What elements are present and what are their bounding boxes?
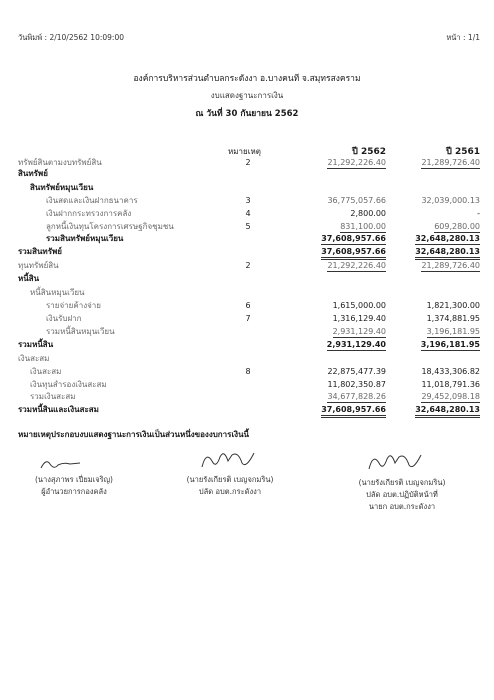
row-value-2561: 32,648,280.13 [415, 234, 480, 243]
row-value-2562: 21,292,226.40 [327, 261, 386, 270]
report-date: ณ วันที่ 30 กันยายน 2562 [195, 109, 299, 119]
row-label: เงินสะสม [18, 354, 50, 363]
row-value-2561: 32,648,280.13 [415, 246, 480, 260]
table-row [0, 339, 494, 350]
signature-name-1: (นางสุภาพร เปี่ยมเจริญ) [35, 475, 113, 484]
row-value-2561: 1,374,881.95 [426, 314, 480, 323]
row-note: 2 [245, 261, 251, 270]
table-row [0, 182, 494, 193]
row-value-2561: 32,039,000.13 [421, 196, 480, 205]
row-value-2561: 29,452,098.18 [421, 392, 480, 401]
row-value-2562: 1,615,000.00 [332, 301, 386, 310]
row-value-2562: 37,608,957.66 [321, 246, 386, 260]
row-label: รายจ่ายค้างจ่าย [46, 301, 101, 310]
table-row [0, 353, 494, 364]
table-row [0, 260, 494, 271]
row-label: เงินสะสม [30, 367, 62, 376]
table-row [0, 391, 494, 402]
row-value-2562: 831,100.00 [340, 222, 386, 231]
table-row [0, 404, 494, 415]
row-value-2562: 37,608,957.66 [321, 234, 386, 243]
row-label: เงินฝากกระทรวงการคลัง [46, 209, 132, 218]
signature-title-3: ปลัด อบต.ปฏิบัติหน้าที่ [366, 490, 438, 499]
row-value-2562: 21,292,226.40 [327, 158, 386, 167]
table-row [0, 287, 494, 298]
row-value-2562: 36,775,057.66 [327, 196, 386, 205]
row-label: หนี้สินหมุนเวียน [30, 288, 85, 297]
table-row [0, 168, 494, 179]
row-value-2561: 21,289,726.40 [421, 158, 480, 167]
row-label: เงินรับฝาก [46, 314, 82, 323]
row-label: รวมหนี้สินและเงินสะสม [18, 405, 99, 414]
row-value-2562: 2,931,129.40 [332, 327, 386, 336]
signature-name-3: (นายรังเกียรติ เบญจกมริน) [358, 478, 446, 487]
column-header-2562: ปี 2562 [352, 147, 386, 157]
row-value-2561: - [477, 209, 480, 218]
row-value-2562: 22,875,477.39 [327, 367, 386, 376]
row-value-2561: 18,433,306.82 [421, 367, 480, 376]
page-number: หน้า : 1/1 [446, 33, 480, 42]
signature-name-2: (นายรังเกียรติ เบญจกมริน) [186, 475, 274, 484]
row-label: สินทรัพย์หมุนเวียน [30, 183, 94, 192]
table-row [0, 273, 494, 284]
row-value-2562: 37,608,957.66 [321, 404, 386, 418]
row-label: หนี้สิน [18, 274, 40, 283]
table-row [0, 208, 494, 219]
row-label: ทรัพย์สินตามงบทรัพย์สิน [18, 158, 102, 167]
column-header-note: หมายเหตุ [228, 147, 261, 156]
signature-title-3b: นายก อบต.กระดังงา [368, 502, 436, 511]
table-row [0, 366, 494, 377]
row-note: 5 [245, 222, 251, 231]
row-value-2562: 2,800.00 [350, 209, 386, 218]
table-row [0, 195, 494, 206]
row-value-2562: 2,931,129.40 [326, 340, 386, 349]
row-note: 6 [245, 301, 251, 310]
row-value-2561: 1,821,300.00 [426, 301, 480, 310]
signature-title-1: ผู้อำนวยการกองคลัง [41, 487, 107, 496]
table-row [0, 379, 494, 390]
row-value-2561: 3,196,181.95 [426, 327, 480, 336]
row-label: รวมเงินสะสม [30, 392, 76, 401]
row-value-2561: 3,196,181.95 [420, 340, 480, 349]
row-label: ลูกหนี้เงินทุนโครงการเศรษฐกิจชุมชน [46, 222, 174, 231]
table-row [0, 326, 494, 337]
row-value-2562: 11,802,350.87 [327, 380, 386, 389]
row-value-2561: 21,289,726.40 [421, 261, 480, 270]
row-note: 7 [245, 314, 251, 323]
table-row [0, 233, 494, 244]
table-row [0, 246, 494, 257]
report-name: งบแสดงฐานะการเงิน [210, 91, 284, 100]
signature-mark-2 [198, 447, 258, 473]
table-row [0, 300, 494, 311]
row-value-2561: 32,648,280.13 [415, 404, 480, 418]
row-label: เงินสดและเงินฝากธนาคาร [46, 196, 138, 205]
row-note: 4 [245, 209, 251, 218]
column-header-2561: ปี 2561 [446, 147, 480, 157]
row-note: 8 [245, 367, 251, 376]
row-note: 2 [245, 158, 251, 167]
table-row [0, 221, 494, 232]
signature-mark-3 [365, 449, 425, 475]
row-value-2562: 34,677,828.26 [327, 392, 386, 401]
row-label: รวมสินทรัพย์ [18, 247, 62, 256]
row-label: รวมหนี้สิน [18, 340, 54, 349]
footnote: หมายเหตุประกอบงบแสดงฐานะการเงินเป็นส่วนหนึ่งของงบการเงินนี้ [18, 430, 250, 439]
table-row [0, 157, 494, 168]
row-note: 3 [245, 196, 251, 205]
row-label: รวมสินทรัพย์หมุนเวียน [46, 234, 124, 243]
row-label: สินทรัพย์ [18, 169, 48, 178]
print-date: วันพิมพ์ : 2/10/2562 10:09:00 [18, 33, 124, 42]
row-value-2562: 1,316,129.40 [332, 314, 386, 323]
row-label: รวมหนี้สินหมุนเวียน [46, 327, 115, 336]
row-label: เงินทุนสำรองเงินสะสม [30, 380, 107, 389]
row-value-2561: 609,280.00 [434, 222, 480, 231]
signature-title-2: ปลัด อบต.กระดังงา [198, 487, 262, 496]
row-label: ทุนทรัพย์สิน [18, 261, 59, 270]
signature-mark-1 [38, 456, 82, 474]
table-row [0, 313, 494, 324]
row-value-2561: 11,018,791.36 [421, 380, 480, 389]
org-name: องค์การบริหารส่วนตำบลกระดังงา อ.บางคนที จ.สมุทรสงคราม [133, 74, 361, 84]
